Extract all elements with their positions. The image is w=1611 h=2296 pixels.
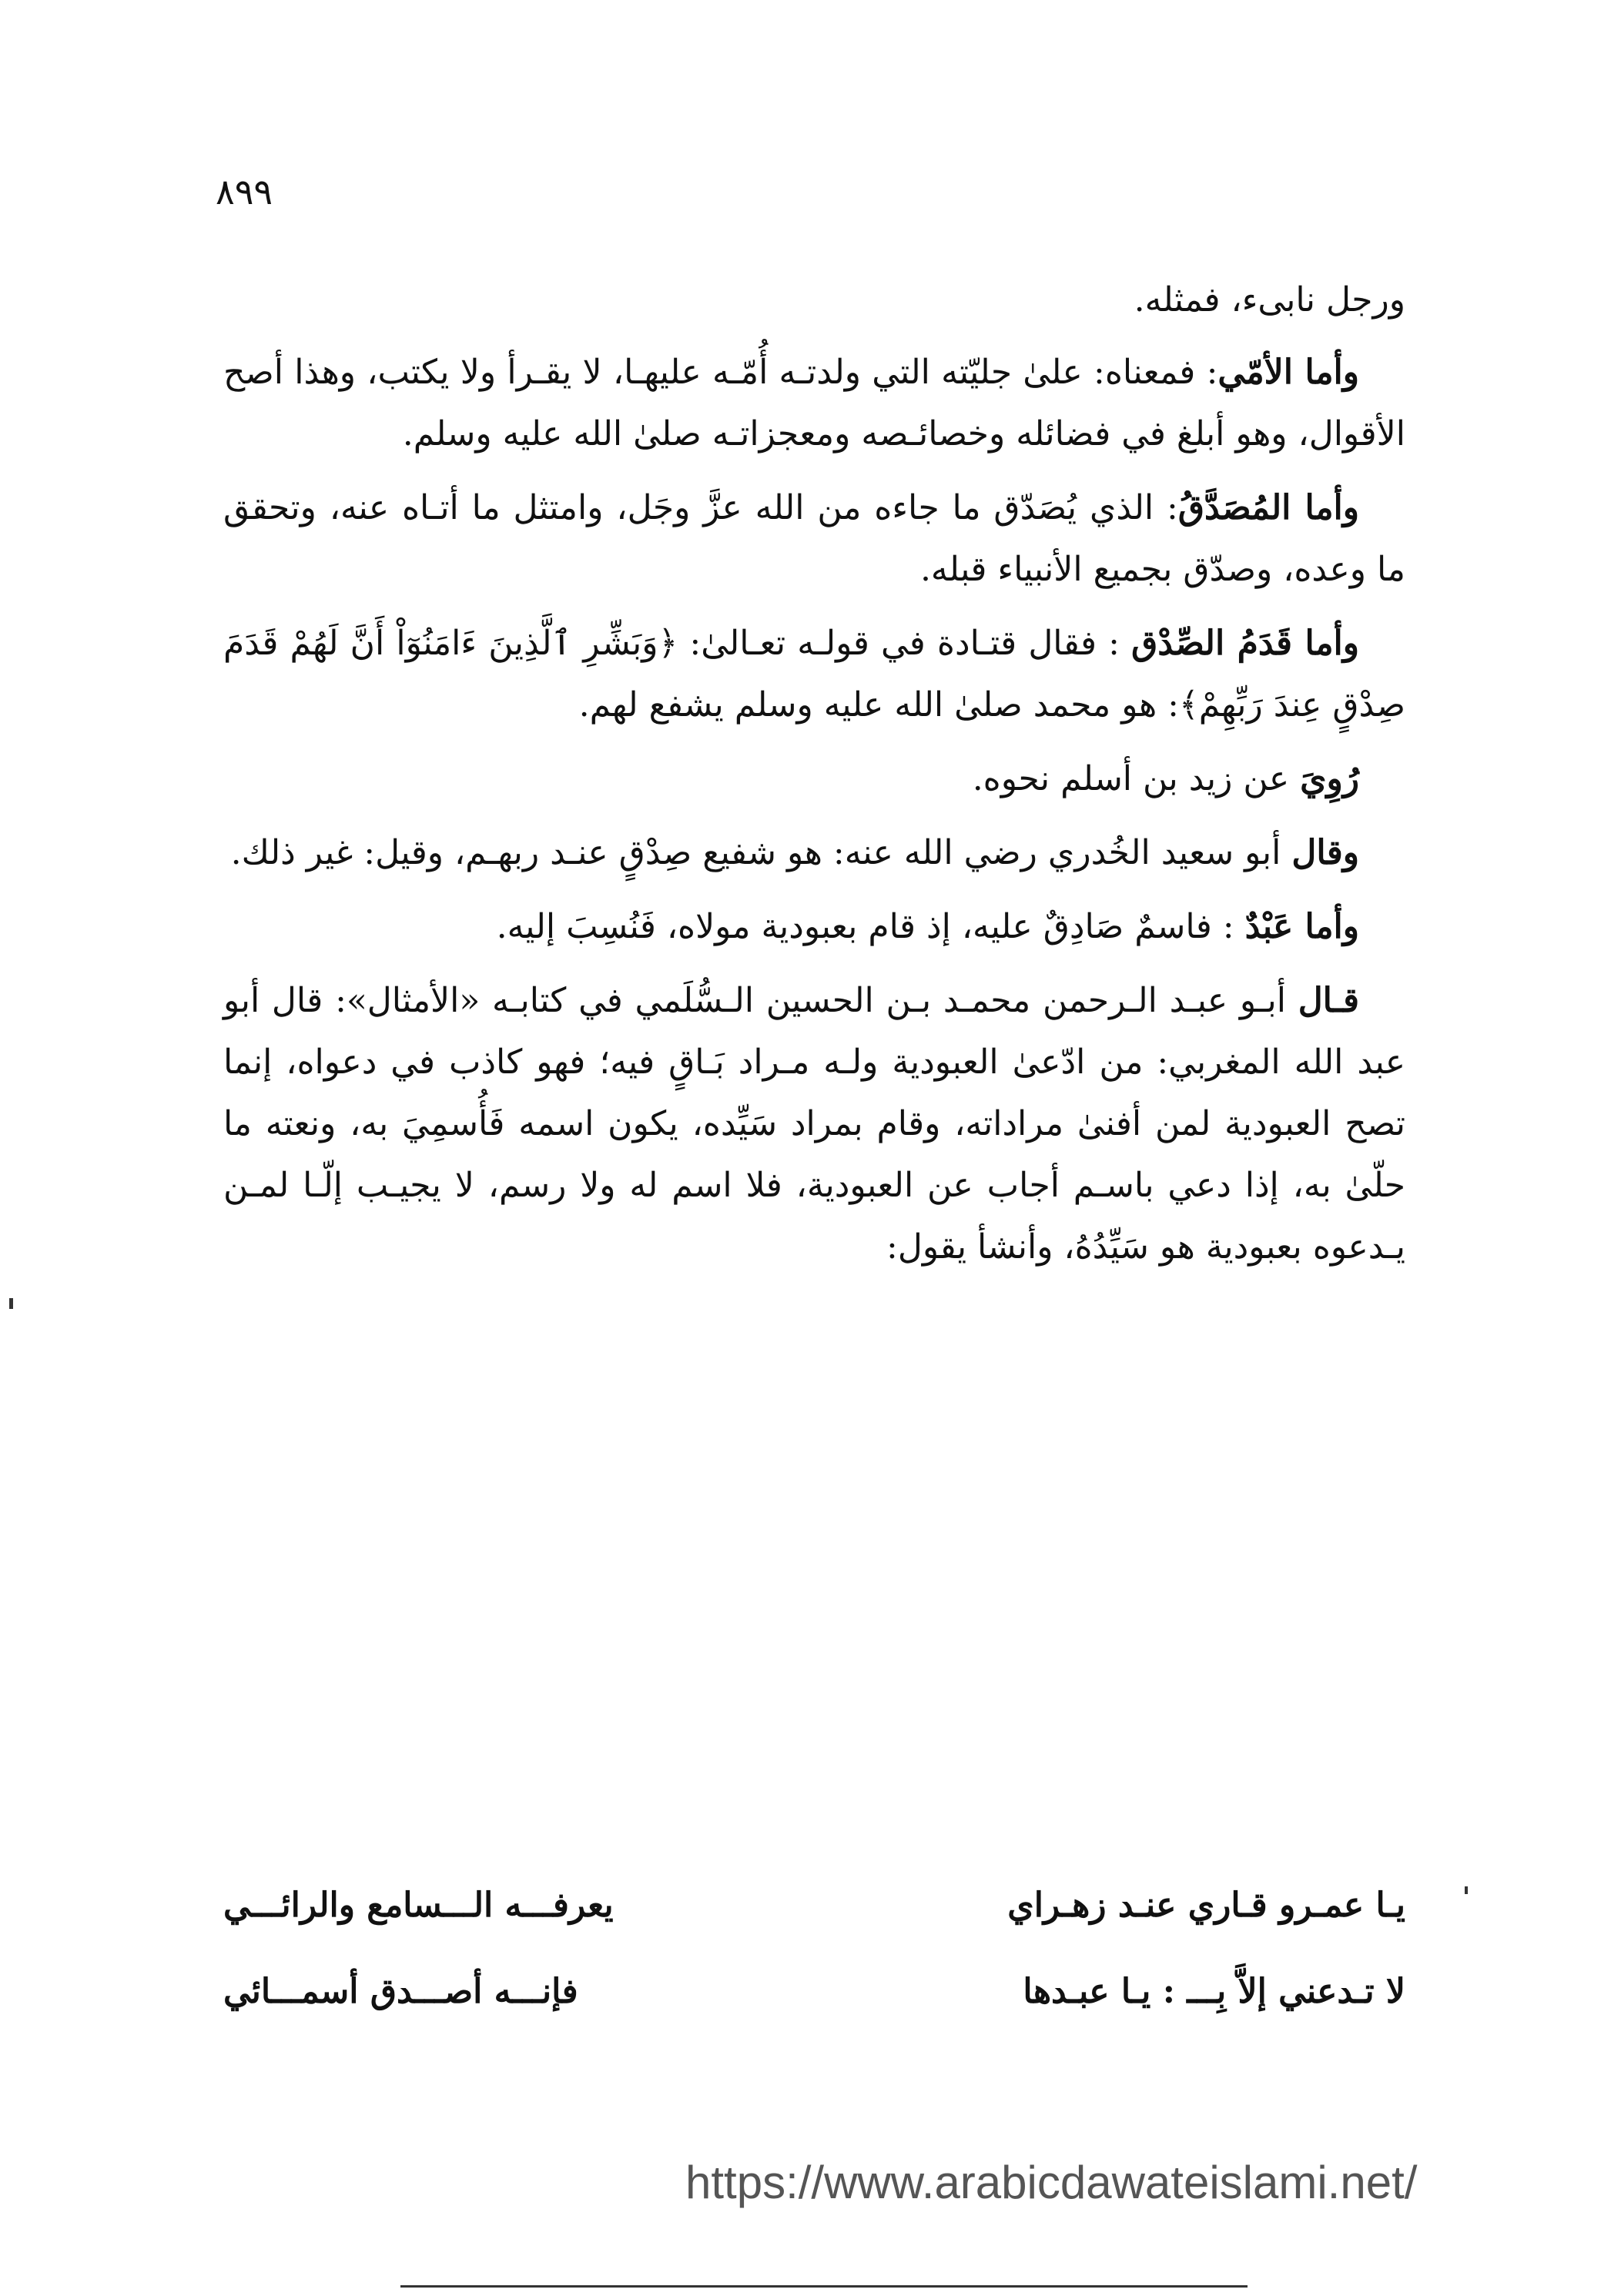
paragraph-term: قـال — [1298, 981, 1359, 1020]
paragraph-text: عن زيد بن أسلم نحوه. — [972, 759, 1301, 798]
poem-second-hemistich: فإنـــه أصـــدق أسمـــائي — [223, 1971, 578, 2011]
paragraph-term: وأما عَبْدٌ — [1244, 907, 1359, 946]
paragraph-text: : فمعناه: علىٰ جليّته التي ولدتـه أُمّـه عليهـا، لا يقـرأ ولا يكتب، وهذا أصح الأقوال، وهو أبلغ في فضائله وخصائـصه ومعجزاتـه صلىٰ الله عليه وسلم. — [223, 353, 1405, 454]
scan-speck — [1465, 1886, 1468, 1894]
main-text — [223, 269, 1405, 1290]
paragraph-ummi — [223, 342, 1405, 465]
poem — [223, 1862, 1405, 2034]
paragraph-term: رُوِيَ — [1300, 759, 1359, 798]
poem-first-hemistich: لا تـدعني إلاَّ بِـــ : يـا عبـدها — [1023, 1971, 1405, 2011]
page-number: ٨٩٩ — [216, 171, 273, 213]
paragraph-text: أبـو عبـد الـرحمن محمـد بـن الحسين الـسُّلَمي في كتابـه «الأمثال»: قال أبو عبد الله المغربي: من ادّعىٰ العبودية ولـه مـراد بَـاقٍ فيه؛ فهو كاذب في دعواه، إنما تصح العبودية لمن أفنىٰ مراداته، وقام بمراد سَيِّده، يكون اسمه فَأُسمِيَ به، ونعته ما حلّىٰ به، إذا دعي باسـم أجاب عن العبودية، فلا اسم له ولا رسم، لا يجيـب إلّـا لمـن يـدعوه بعبودية هو سَيِّدُهُ، وأنشأ يقول: — [223, 981, 1405, 1267]
paragraph-term: وأما المُصَدَّقُ — [1177, 488, 1359, 527]
poem-line — [223, 1862, 1405, 1948]
paragraph-abd — [223, 896, 1405, 958]
scan-speck — [9, 1298, 13, 1309]
poem-second-hemistich: يعرفـــه الـــسامع والرائـــي — [223, 1885, 614, 1925]
paragraph-term: وأما الأمّي — [1217, 353, 1360, 392]
paragraph-musaddaq — [223, 477, 1405, 601]
paragraph-1 — [223, 269, 1405, 331]
paragraph-text: : الذي يُصَدّق ما جاءه من الله عزَّ وجَل، وامتثل ما أتـاه عنه، وتحقق ما وعده، وصدّق بجميع الأنبياء قبله. — [223, 488, 1405, 589]
paragraph-term: وأما قَدَمُ الصِّدْق — [1131, 624, 1359, 663]
paragraph-term: وقال — [1291, 833, 1359, 872]
paragraph-text: أبو سعيد الخُدري رضي الله عنه: هو شفيع صِدْقٍ عنـد ربهـم، وقيل: غير ذلك. — [230, 833, 1292, 872]
paragraph-khudri — [223, 822, 1405, 884]
paragraph-sulami — [223, 970, 1405, 1278]
paragraph-text: : فاسمٌ صَادِقٌ عليه، إذ قام بعبودية مولاه، فَنُسِبَ إليه. — [496, 907, 1245, 946]
paragraph-qadam-sidq — [223, 613, 1405, 736]
poem-line — [223, 1948, 1405, 2034]
footer-rule — [400, 2285, 1248, 2288]
paragraph-text: : فقال قتـادة في قولـه تعـالىٰ: ﴿وَبَشِّرِ ٱلَّذِينَ ءَامَنُوٓاْ أَنَّ لَهُمْ قَدَمَ صِدْقٍ عِندَ رَبِّهِمْ﴾: هو محمد صلىٰ الله عليه وسلم يشفع لهم. — [223, 624, 1405, 725]
watermark-url: https://www.arabicdawateislami.net/ — [685, 2157, 1418, 2208]
paragraph-text: ورجل نابىء، فمثله. — [1134, 280, 1405, 320]
poem-first-hemistich: يـا عمـرو قـاري عنـد زهـراي — [1007, 1885, 1405, 1925]
paragraph-ruwiya — [223, 748, 1405, 810]
